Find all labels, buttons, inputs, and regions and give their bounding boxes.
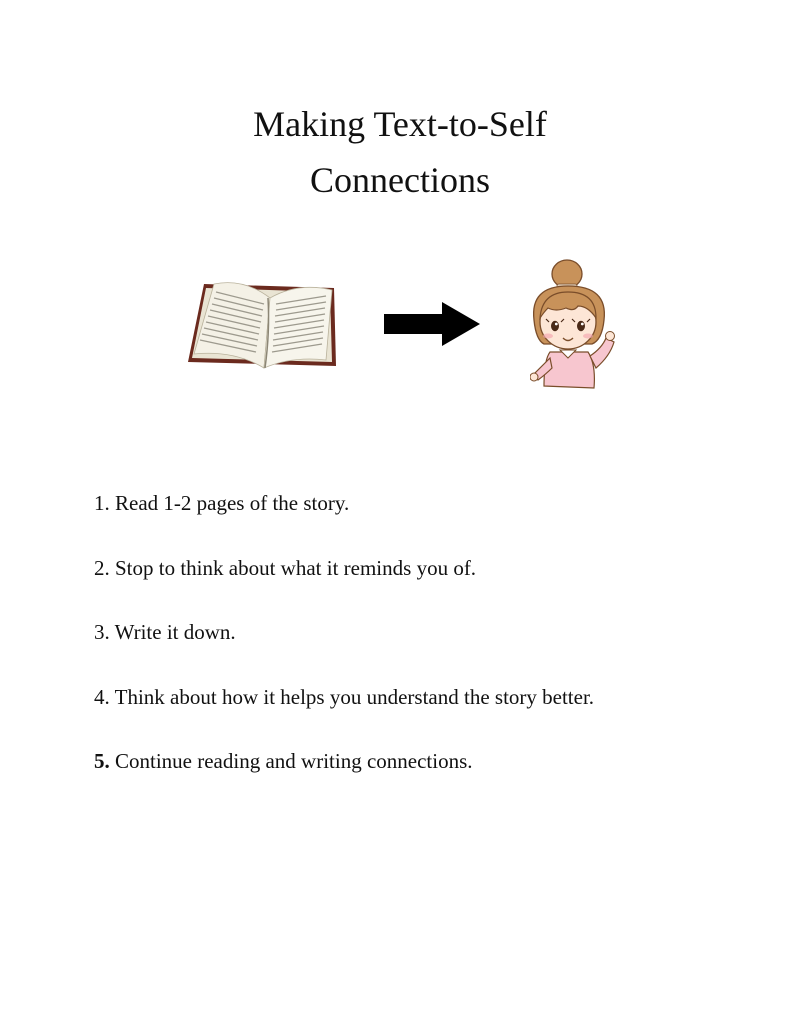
- open-book-icon: [184, 276, 340, 376]
- step-number: 4.: [94, 684, 110, 709]
- list-item: [94, 617, 594, 682]
- list-item: [94, 746, 594, 811]
- step-number: 1.: [94, 491, 110, 515]
- step-text: Continue reading and writing connections.: [109, 749, 473, 773]
- list-item: [94, 553, 594, 618]
- right-arrow-icon: [382, 302, 482, 346]
- step-number: 3.: [94, 620, 110, 644]
- page-title: [0, 96, 800, 208]
- list-item: [94, 682, 594, 747]
- step-text: Write it down.: [109, 620, 236, 644]
- list-item: [94, 488, 594, 553]
- steps-list: [94, 488, 594, 811]
- girl-character-icon: [530, 256, 616, 398]
- title-line-2: Connections: [310, 160, 490, 200]
- step-number: 2.: [94, 555, 110, 580]
- step-text: Think about how it helps you understand the story better.: [109, 684, 595, 709]
- illustration-row: [0, 250, 800, 400]
- title-line-1: Making Text-to-Self: [253, 104, 547, 144]
- step-number: 5.: [94, 749, 110, 773]
- step-text: Stop to think about what it reminds you of.: [109, 555, 477, 580]
- step-text: Read 1-2 pages of the story.: [109, 491, 350, 515]
